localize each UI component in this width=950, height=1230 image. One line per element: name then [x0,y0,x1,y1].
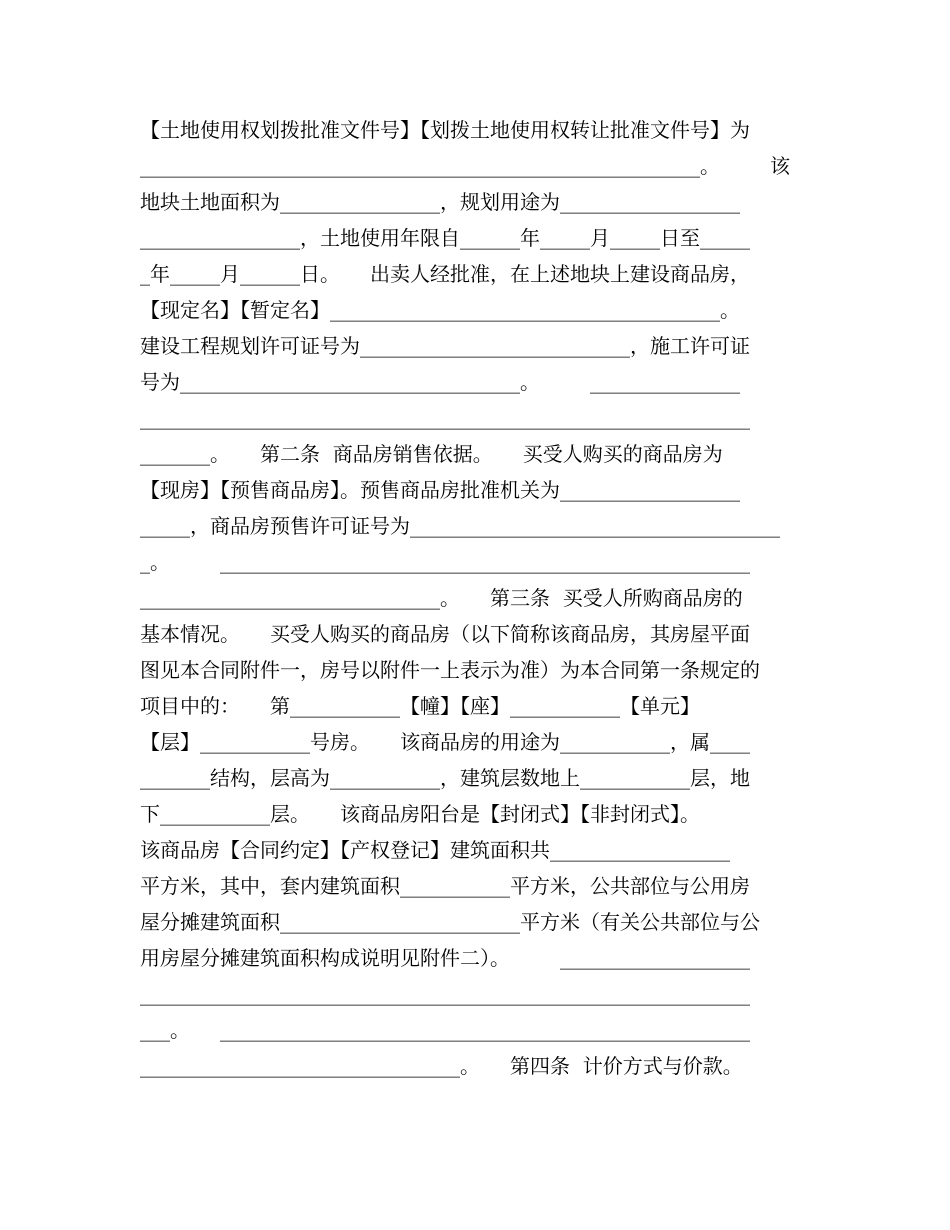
text-line: 用房屋分摊建筑面积构成说明见附件二）。 ___________________ [140,946,750,970]
text-line: _______。 第二条 商品房销售依据。 买受人购买的商品房为 [140,442,723,466]
text-line: _年_____月______日。 出卖人经批准，在上述地块上建设商品房， [140,262,750,286]
text-line: 号为__________________________________。 _______________ [140,370,740,394]
text-line: 下___________层。 该商品房阳台是【封闭式】【非封闭式】。 [140,802,700,826]
text-line: _。 _____________________________________________________ [140,550,750,574]
text-line: 该商品房【合同约定】【产权登记】建筑面积共__________________ [140,838,730,862]
text-line: ________________，土地使用年限自______年_____月_____日至_____ [140,226,750,250]
text-line: _______结构，层高为___________，建筑层数地上___________层，地 [140,766,750,790]
text-line: ________________________________________________________。 该 [140,154,790,178]
text-line: _____________________________________________________________ [140,982,750,1006]
text-line: 屋分摊建筑面积________________________平方米（有关公共部位与公 [140,910,760,934]
text-line: _____，商品房预售许可证号为_____________________________________ [140,514,780,538]
text-line: ___。 _____________________________________________________ [140,1018,750,1042]
text-line: 【现房】【预售商品房】。预售商品房批准机关为__________________ [140,478,740,502]
text-line: ________________________________。 第四条 计价方式与价款。 [140,1054,743,1078]
text-line: 项目中的： 第___________【幢】【座】___________【单元】 [140,694,700,718]
text-line: 建设工程规划许可证号为___________________________，施工许可证 [140,334,750,358]
text-line: 【土地使用权划拨批准文件号】【划拨土地使用权转让批准文件号】为 [140,118,750,142]
text-line: _____________________________________________________________ [140,406,750,430]
text-line: 【层】___________号房。 该商品房的用途为___________，属____ [140,730,750,754]
text-line: 平方米，其中，套内建筑面积___________平方米，公共部位与公用房 [140,874,750,898]
text-line: 图见本合同附件一，房号以附件一上表示为准）为本合同第一条规定的 [140,658,760,682]
text-line: 【现定名】【暂定名】_______________________________________。 [140,298,740,322]
text-line: 地块土地面积为________________，规划用途为__________________ [140,190,740,214]
text-line: ______________________________。 第三条 买受人所购商品房的 [140,586,743,610]
text-line: 基本情况。 买受人购买的商品房（以下简称该商品房，其房屋平面 [140,622,750,646]
